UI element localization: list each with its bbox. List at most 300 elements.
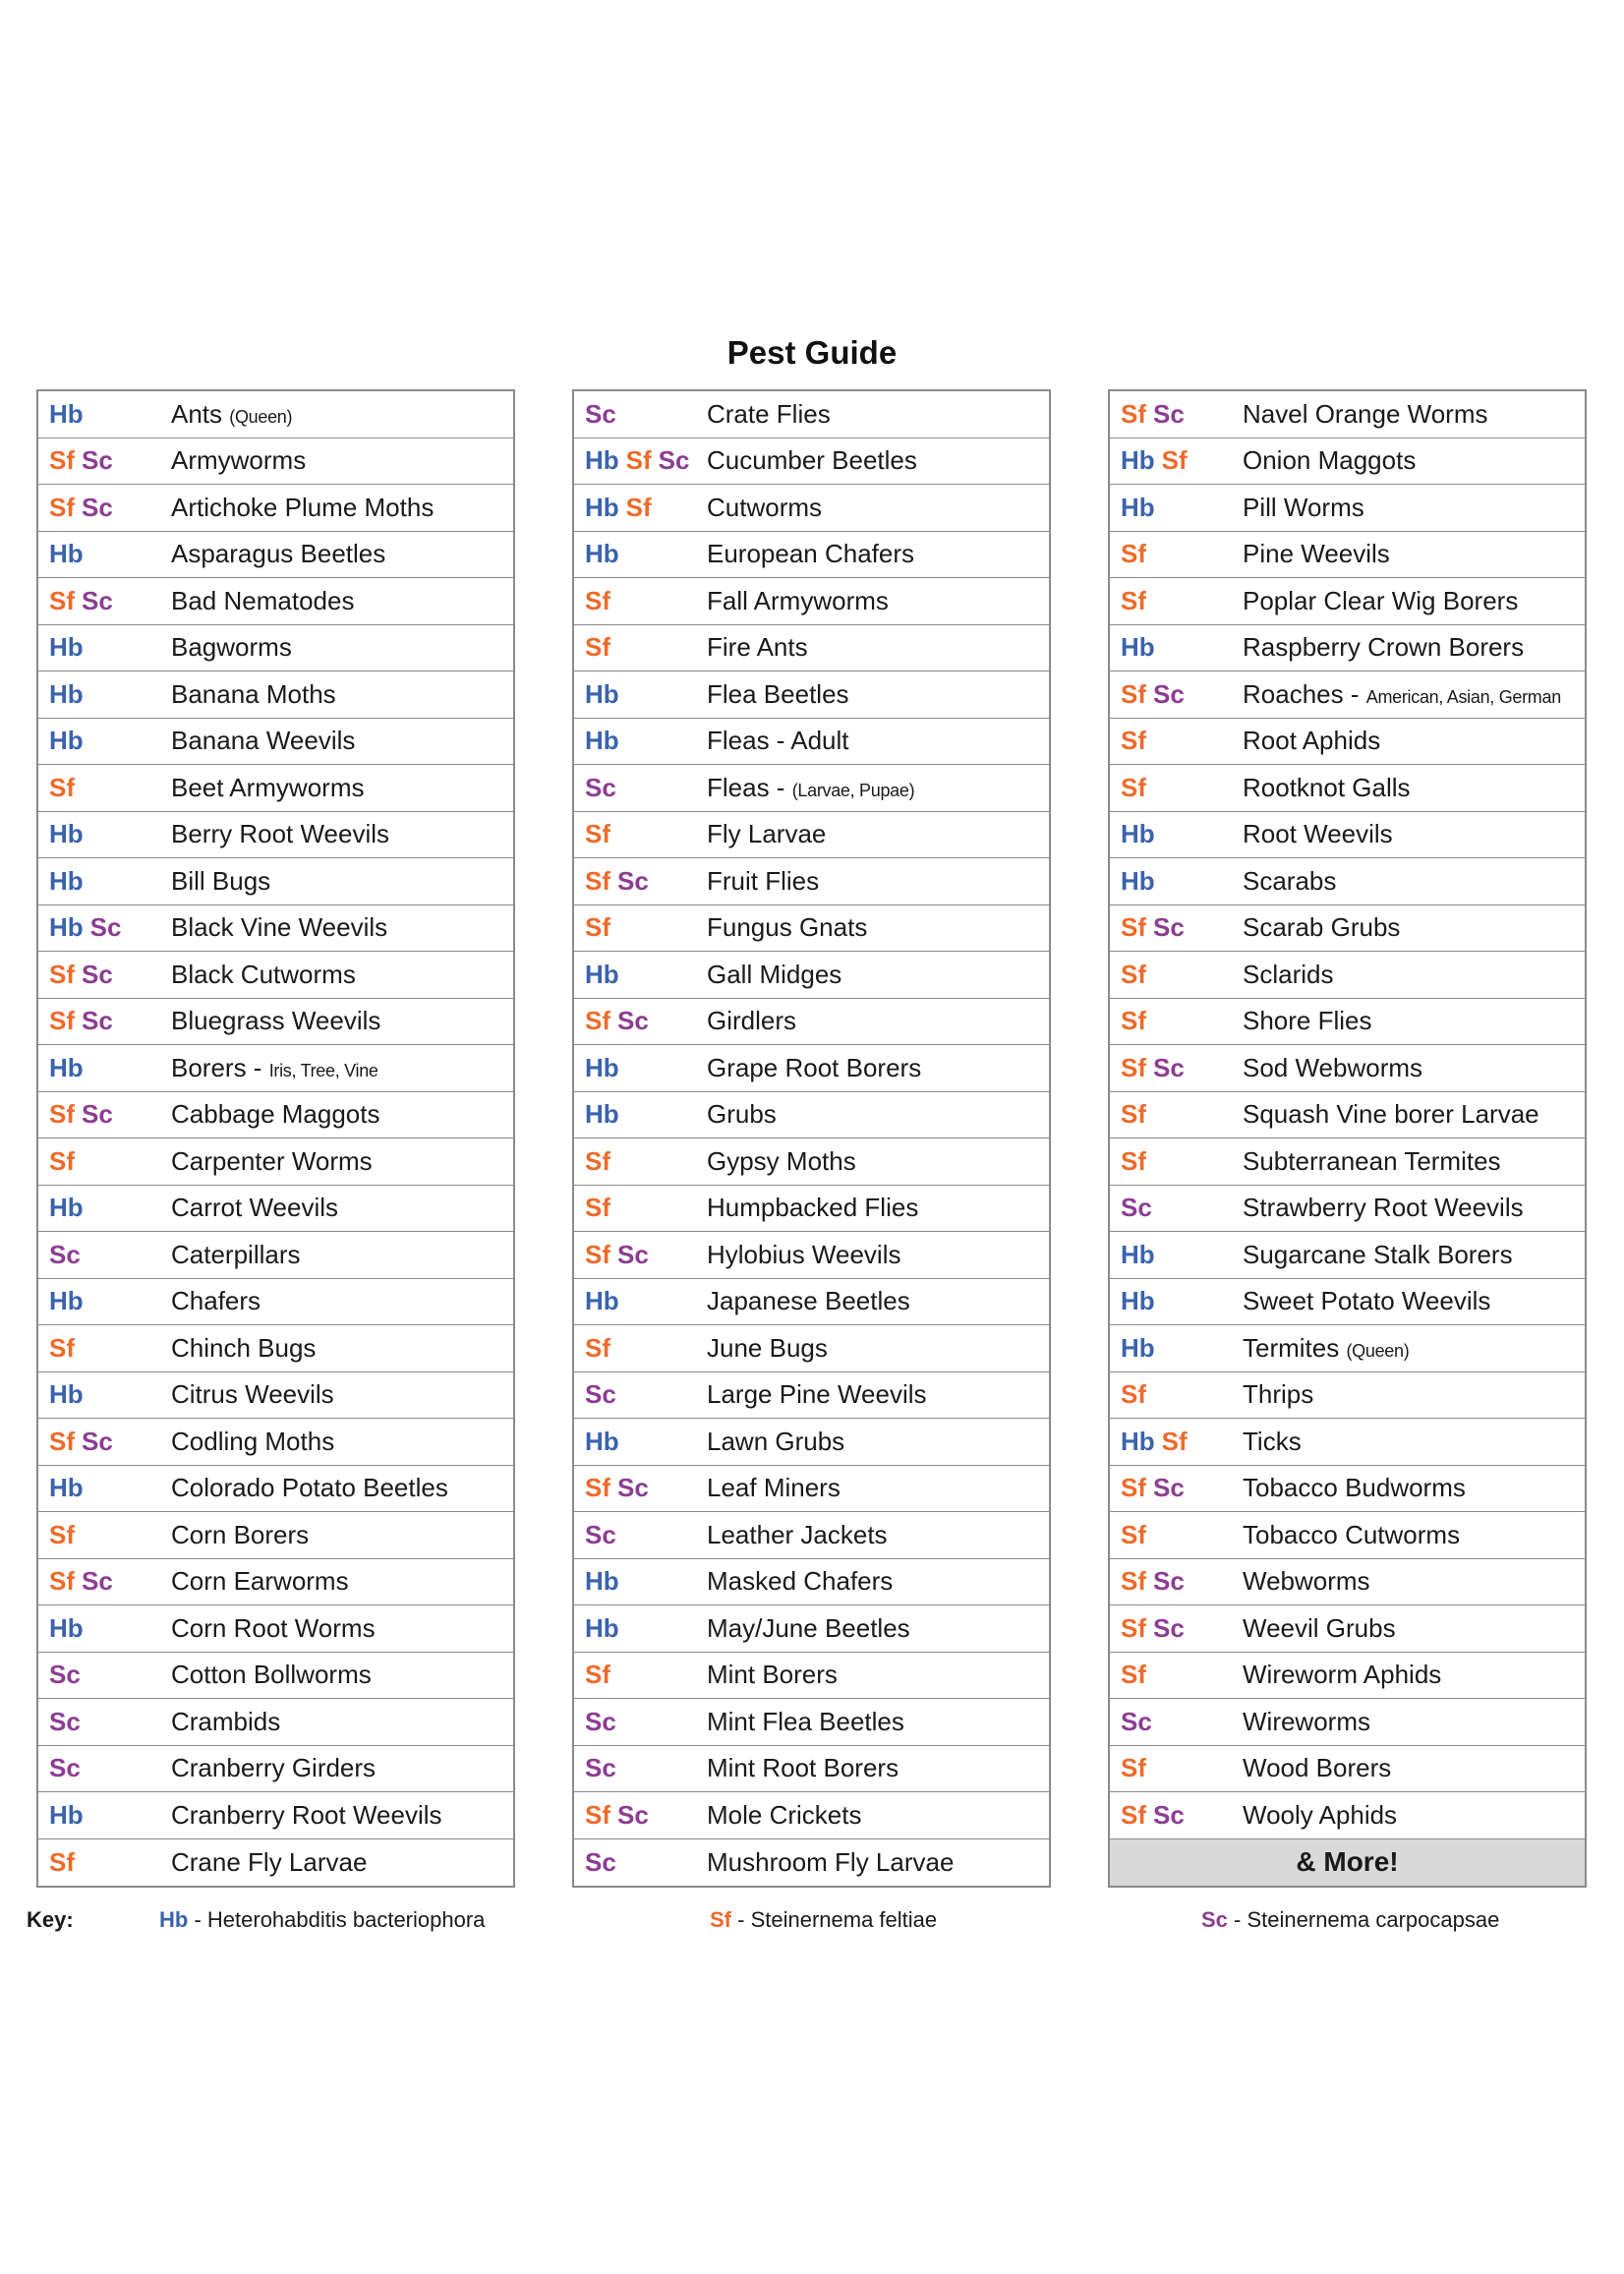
pest-name-cell (707, 1053, 921, 1083)
nematode-code: Sc (1121, 1706, 1152, 1736)
nematode-codes (1110, 1566, 1243, 1597)
pest-name: Citrus Weevils (171, 1379, 334, 1410)
pest-name-cell (171, 960, 356, 990)
nematode-codes (1110, 1333, 1243, 1364)
nematode-code: Sf (585, 912, 610, 943)
nematode-codes (574, 1099, 707, 1130)
pest-name-cell (1243, 1379, 1313, 1410)
table-row (38, 999, 513, 1046)
pest-name-cell (171, 1520, 309, 1550)
pest-name-cell (1243, 1053, 1422, 1083)
nematode-code: Sf (49, 959, 75, 989)
nematode-code: Sc (82, 1006, 113, 1036)
table-row (574, 1699, 1049, 1746)
nematode-code: Hb (585, 1286, 619, 1316)
nematode-codes (38, 1193, 171, 1223)
pest-name-cell (707, 1240, 900, 1270)
table-row (38, 1605, 513, 1653)
pest-name-cell (1243, 1099, 1539, 1130)
table-row (38, 1372, 513, 1420)
nematode-code: Hb (49, 398, 84, 429)
table-row (38, 812, 513, 859)
nematode-codes (574, 1613, 707, 1644)
nematode-code: Sf (585, 865, 610, 896)
pest-name-cell (1243, 1427, 1302, 1457)
pest-name-cell (171, 912, 387, 943)
pest-name-cell (707, 1146, 856, 1177)
table-row (1110, 1186, 1585, 1233)
pest-name: Chafers (171, 1286, 261, 1316)
pest-name-cell (707, 1847, 954, 1878)
pest-name: Squash Vine borer Larvae (1243, 1099, 1539, 1130)
nematode-codes (1110, 1707, 1243, 1737)
table-row (1110, 532, 1585, 579)
nematode-codes (38, 819, 171, 849)
nematode-code: Sf (625, 445, 652, 476)
table-row (38, 1839, 513, 1887)
nematode-code: Sf (585, 1660, 610, 1690)
pest-name: Fly Larvae (707, 819, 827, 849)
key-label: Key: (27, 1907, 74, 1932)
nematode-codes (1110, 1473, 1243, 1503)
nematode-codes (574, 539, 707, 569)
nematode-codes (574, 1240, 707, 1270)
table-row (574, 625, 1049, 672)
nematode-codes (38, 1660, 171, 1690)
nematode-codes (574, 912, 707, 943)
table-row (1110, 1792, 1585, 1839)
nematode-codes (574, 1053, 707, 1083)
pest-name: Tobacco Budworms (1243, 1473, 1466, 1503)
nematode-codes (1110, 1099, 1243, 1130)
nematode-code: Sf (1121, 1612, 1146, 1643)
nematode-code: Sf (1121, 398, 1146, 429)
pest-name: Fall Armyworms (707, 585, 889, 615)
nematode-code: Hb (1121, 865, 1155, 896)
nematode-code: Hb (49, 632, 84, 663)
pest-name: Ants (171, 398, 223, 429)
pest-name-cell (171, 1707, 280, 1737)
pest-name: Root Weevils (1243, 819, 1393, 849)
pest-name: Crate Flies (707, 398, 831, 429)
pest-table-column-2 (572, 389, 1051, 1888)
nematode-code: Hb (49, 819, 84, 849)
pest-name: Mole Crickets (707, 1799, 862, 1830)
pest-note: (Larvae, Pupae) (791, 780, 915, 800)
pest-note: (Queen) (1346, 1340, 1410, 1361)
nematode-code: Sc (1153, 1799, 1185, 1830)
table-row (574, 671, 1049, 719)
nematode-codes (1110, 773, 1243, 803)
nematode-code: Hb (49, 1193, 84, 1223)
nematode-code: Sf (585, 819, 610, 849)
pest-name: Wireworm Aphids (1243, 1660, 1442, 1690)
pest-name: Japanese Beetles (707, 1286, 910, 1316)
pest-name-cell (1243, 539, 1390, 569)
table-row (1110, 1232, 1585, 1279)
table-row (38, 1746, 513, 1793)
nematode-code: Sc (49, 1706, 81, 1736)
nematode-code: Sc (617, 1239, 649, 1269)
nematode-code: Hb (585, 726, 619, 756)
table-row (574, 1138, 1049, 1186)
nematode-code: Sc (82, 1566, 113, 1597)
pest-name-cell (1243, 1333, 1409, 1364)
pest-name: Flea Beetles (707, 678, 849, 709)
pest-name: Scarabs (1243, 865, 1337, 896)
nematode-codes (574, 586, 707, 616)
nematode-code: Sf (49, 1426, 75, 1456)
pest-name-cell (707, 1800, 861, 1831)
pest-name-cell (171, 539, 385, 569)
nematode-codes (1110, 726, 1243, 756)
pest-name-cell (1243, 1286, 1490, 1316)
table-row (38, 391, 513, 438)
pest-name: Sweet Potato Weevils (1243, 1286, 1491, 1316)
table-row (38, 1138, 513, 1186)
nematode-codes (38, 539, 171, 569)
pest-name: Fleas - (707, 772, 785, 802)
table-row (1110, 812, 1585, 859)
nematode-codes (574, 1379, 707, 1410)
nematode-code: Hb (585, 1566, 619, 1597)
pest-name-cell (1243, 586, 1518, 616)
pest-name-cell (171, 399, 292, 430)
pest-name: Cutworms (707, 492, 823, 522)
nematode-codes (38, 493, 171, 523)
nematode-code: Hb (1121, 445, 1155, 476)
pest-name-cell (1243, 1193, 1524, 1223)
nematode-code: Sc (617, 1473, 649, 1503)
nematode-code: Sc (1153, 1612, 1185, 1643)
table-row (1110, 1138, 1585, 1186)
nematode-code: Sf (49, 1519, 75, 1549)
nematode-codes (38, 679, 171, 710)
pest-name-cell (1243, 912, 1400, 943)
nematode-codes (574, 1193, 707, 1223)
nematode-code: Hb (585, 1426, 619, 1456)
pest-name-cell (171, 1379, 334, 1410)
pest-name-cell (171, 1473, 448, 1503)
pest-name: Fruit Flies (707, 865, 820, 896)
nematode-codes (1110, 912, 1243, 943)
pest-name-cell (171, 1753, 376, 1783)
table-row (574, 1559, 1049, 1606)
pest-name-cell (1243, 1240, 1513, 1270)
pest-name-cell (171, 1286, 261, 1316)
nematode-code: Hb (49, 726, 84, 756)
nematode-code: Hb (1121, 1239, 1155, 1269)
pest-name-cell (707, 819, 826, 849)
pest-name-cell (1243, 1660, 1441, 1690)
nematode-code: Sf (585, 1332, 610, 1363)
nematode-code: Sf (49, 1846, 75, 1877)
nematode-codes (1110, 445, 1243, 476)
pest-name-cell (1243, 399, 1488, 430)
pest-name-cell (707, 1473, 841, 1503)
pest-name: Wooly Aphids (1243, 1799, 1398, 1830)
table-row (1110, 1699, 1585, 1746)
pest-name-cell (171, 1800, 442, 1831)
nematode-codes (1110, 1427, 1243, 1457)
nematode-codes (574, 679, 707, 710)
table-row (1110, 952, 1585, 999)
table-row (574, 1839, 1049, 1887)
pest-name: Humpbacked Flies (707, 1193, 919, 1223)
table-row (1110, 765, 1585, 812)
nematode-code: Sc (585, 1706, 616, 1736)
pest-name: Mint Root Borers (707, 1753, 899, 1783)
pest-name-cell (707, 1660, 838, 1690)
pest-name: Scarab Grubs (1243, 912, 1401, 943)
pest-name: Armyworms (171, 445, 307, 476)
pest-name-cell (707, 586, 889, 616)
pest-name: Cucumber Beetles (707, 445, 917, 476)
pest-name: May/June Beetles (707, 1612, 910, 1643)
nematode-codes (1110, 866, 1243, 897)
key-text: - Steinernema feltiae (737, 1907, 938, 1932)
nematode-code: Sf (1121, 772, 1146, 802)
pest-name: Crane Fly Larvae (171, 1846, 368, 1877)
nematode-code: Sc (585, 1519, 616, 1549)
nematode-codes (1110, 1800, 1243, 1831)
nematode-codes (574, 1566, 707, 1597)
table-row (38, 1653, 513, 1700)
key-code: Sf (710, 1907, 731, 1932)
nematode-code: Sc (82, 959, 113, 989)
nematode-code: Sc (1153, 912, 1185, 943)
nematode-codes (38, 866, 171, 897)
pest-name-cell (1243, 1753, 1391, 1783)
table-row (1110, 578, 1585, 625)
pest-name-cell (171, 1240, 301, 1270)
pest-name: Cabbage Maggots (171, 1099, 380, 1130)
nematode-code: Hb (585, 445, 619, 476)
nematode-codes (574, 1146, 707, 1177)
pest-name: Bad Nematodes (171, 585, 355, 615)
nematode-codes (38, 399, 171, 430)
nematode-code: Sf (1121, 585, 1146, 615)
pest-name: Cotton Bollworms (171, 1660, 372, 1690)
nematode-codes (1110, 1053, 1243, 1083)
pest-name-cell (171, 1427, 334, 1457)
table-row (574, 1419, 1049, 1466)
pest-name-cell (171, 1099, 379, 1130)
pest-name: Bill Bugs (171, 865, 271, 896)
nematode-codes (1110, 819, 1243, 849)
pest-name-cell (1243, 679, 1561, 710)
nematode-code: Sf (1121, 678, 1146, 709)
table-row (1110, 999, 1585, 1046)
pest-name-cell (707, 1099, 777, 1130)
nematode-codes (574, 1520, 707, 1550)
nematode-code: Sf (1121, 1052, 1146, 1082)
nematode-codes (1110, 1660, 1243, 1690)
pest-name: Sclarids (1243, 959, 1334, 989)
nematode-code: Hb (49, 1612, 84, 1643)
table-row (38, 905, 513, 953)
table-row (38, 719, 513, 766)
pest-table-column-3 (1108, 389, 1587, 1888)
nematode-codes (38, 1473, 171, 1503)
pest-name-cell (707, 679, 849, 710)
table-row (1110, 1559, 1585, 1606)
nematode-code: Sf (1121, 726, 1146, 756)
table-row (574, 532, 1049, 579)
nematode-code: Sf (585, 1193, 610, 1223)
pest-name: June Bugs (707, 1332, 828, 1363)
table-row (574, 1186, 1049, 1233)
pest-name-cell (1243, 960, 1333, 990)
table-row (1110, 858, 1585, 905)
pest-name-cell (707, 1613, 910, 1644)
nematode-code: Sc (49, 1239, 81, 1269)
table-row (38, 532, 513, 579)
nematode-codes (38, 1847, 171, 1878)
table-row (574, 391, 1049, 438)
pest-table-column-1 (36, 389, 515, 1888)
nematode-codes (574, 1473, 707, 1503)
pest-name-cell (171, 819, 389, 849)
table-row (38, 1092, 513, 1139)
nematode-code: Sc (585, 398, 616, 429)
nematode-codes (1110, 1753, 1243, 1783)
pest-name-cell (707, 1006, 796, 1036)
table-row (38, 1186, 513, 1233)
nematode-code: Sf (585, 1145, 610, 1176)
nematode-code: Sf (1121, 959, 1146, 989)
pest-name-cell (707, 1427, 844, 1457)
table-row (574, 999, 1049, 1046)
table-row (38, 671, 513, 719)
pest-name: Pill Worms (1243, 492, 1364, 522)
nematode-codes (1110, 399, 1243, 430)
pest-name-cell (1243, 1146, 1501, 1177)
nematode-codes (574, 1707, 707, 1737)
pest-name: Lawn Grubs (707, 1426, 845, 1456)
table-row (574, 485, 1049, 532)
table-row (574, 858, 1049, 905)
pest-name: Raspberry Crown Borers (1243, 632, 1525, 663)
pest-name: Banana Moths (171, 678, 336, 709)
pest-name: Large Pine Weevils (707, 1379, 927, 1410)
table-row (1110, 1279, 1585, 1326)
table-row (1110, 438, 1585, 486)
nematode-codes (1110, 1613, 1243, 1644)
table-row (1110, 625, 1585, 672)
nematode-code: Hb (1121, 1426, 1155, 1456)
pest-name-cell (707, 1379, 927, 1410)
pest-name-cell (707, 1333, 828, 1364)
nematode-code: Hb (49, 1286, 84, 1316)
nematode-code: Hb (49, 865, 84, 896)
pest-name: Termites (1243, 1332, 1340, 1363)
pest-name: Black Cutworms (171, 959, 356, 989)
table-row (1110, 905, 1585, 953)
pest-name-cell (1243, 1566, 1370, 1597)
pest-name-cell (707, 399, 831, 430)
pest-name: Corn Root Worms (171, 1612, 376, 1643)
nematode-codes (1110, 586, 1243, 616)
nematode-code: Sc (82, 1099, 113, 1130)
nematode-code: Hb (585, 1099, 619, 1130)
table-row (1110, 1325, 1585, 1372)
pest-name: Cranberry Girders (171, 1753, 377, 1783)
nematode-code: Sc (1153, 1473, 1185, 1503)
table-row (1110, 1092, 1585, 1139)
nematode-code: Sf (49, 585, 75, 615)
nematode-codes (38, 912, 171, 943)
nematode-code: Sf (585, 585, 610, 615)
nematode-codes (38, 1146, 171, 1177)
nematode-codes (38, 1566, 171, 1597)
pest-note: (Queen) (229, 406, 293, 427)
pest-name: European Chafers (707, 539, 915, 569)
table-row (574, 1653, 1049, 1700)
key-code: Sc (1201, 1907, 1228, 1932)
table-row (574, 905, 1049, 953)
table-row (1110, 391, 1585, 438)
table-row (1110, 1512, 1585, 1559)
pest-name-cell (171, 1053, 378, 1083)
nematode-codes (38, 1333, 171, 1364)
table-row (574, 1232, 1049, 1279)
pest-name: Girdlers (707, 1006, 797, 1036)
pest-name-cell (1243, 819, 1393, 849)
nematode-codes (38, 1006, 171, 1036)
pest-name: Caterpillars (171, 1239, 301, 1269)
nematode-codes (1110, 679, 1243, 710)
table-row (38, 1419, 513, 1466)
pest-name-cell (707, 1753, 899, 1783)
pest-name: Artichoke Plume Moths (171, 492, 435, 522)
pest-name-cell (171, 493, 434, 523)
nematode-code: Sf (49, 772, 75, 802)
pest-name: Onion Maggots (1243, 445, 1417, 476)
nematode-code: Sf (625, 492, 652, 522)
pest-name-cell (1243, 632, 1524, 663)
nematode-codes (38, 1707, 171, 1737)
table-row (574, 1325, 1049, 1372)
table-row (1110, 1466, 1585, 1513)
pest-name: Thrips (1243, 1379, 1314, 1410)
pest-name: Mushroom Fly Larvae (707, 1846, 955, 1877)
nematode-code: Sf (585, 1006, 610, 1036)
nematode-codes (574, 1006, 707, 1036)
pest-name: Fire Ants (707, 632, 808, 663)
nematode-code: Sc (82, 585, 113, 615)
nematode-code: Hb (49, 1379, 84, 1410)
nematode-codes (38, 1379, 171, 1410)
pest-name-cell (707, 960, 841, 990)
nematode-codes (574, 493, 707, 523)
table-row (574, 1279, 1049, 1326)
nematode-code: Sf (49, 1332, 75, 1363)
pest-name: Wireworms (1243, 1706, 1370, 1736)
nematode-codes (574, 866, 707, 897)
nematode-code: Sf (1121, 1566, 1146, 1597)
nematode-code: Sf (49, 492, 75, 522)
pest-name-cell (707, 1286, 910, 1316)
nematode-code: Sc (82, 492, 113, 522)
page-title: Pest Guide (726, 334, 898, 371)
pest-name-cell (1243, 726, 1380, 756)
pest-name-cell (707, 866, 819, 897)
pest-name-cell (1243, 1707, 1370, 1737)
pest-name: Sugarcane Stalk Borers (1243, 1239, 1513, 1269)
nematode-code: Hb (49, 539, 84, 569)
pest-name: Sod Webworms (1243, 1052, 1423, 1082)
